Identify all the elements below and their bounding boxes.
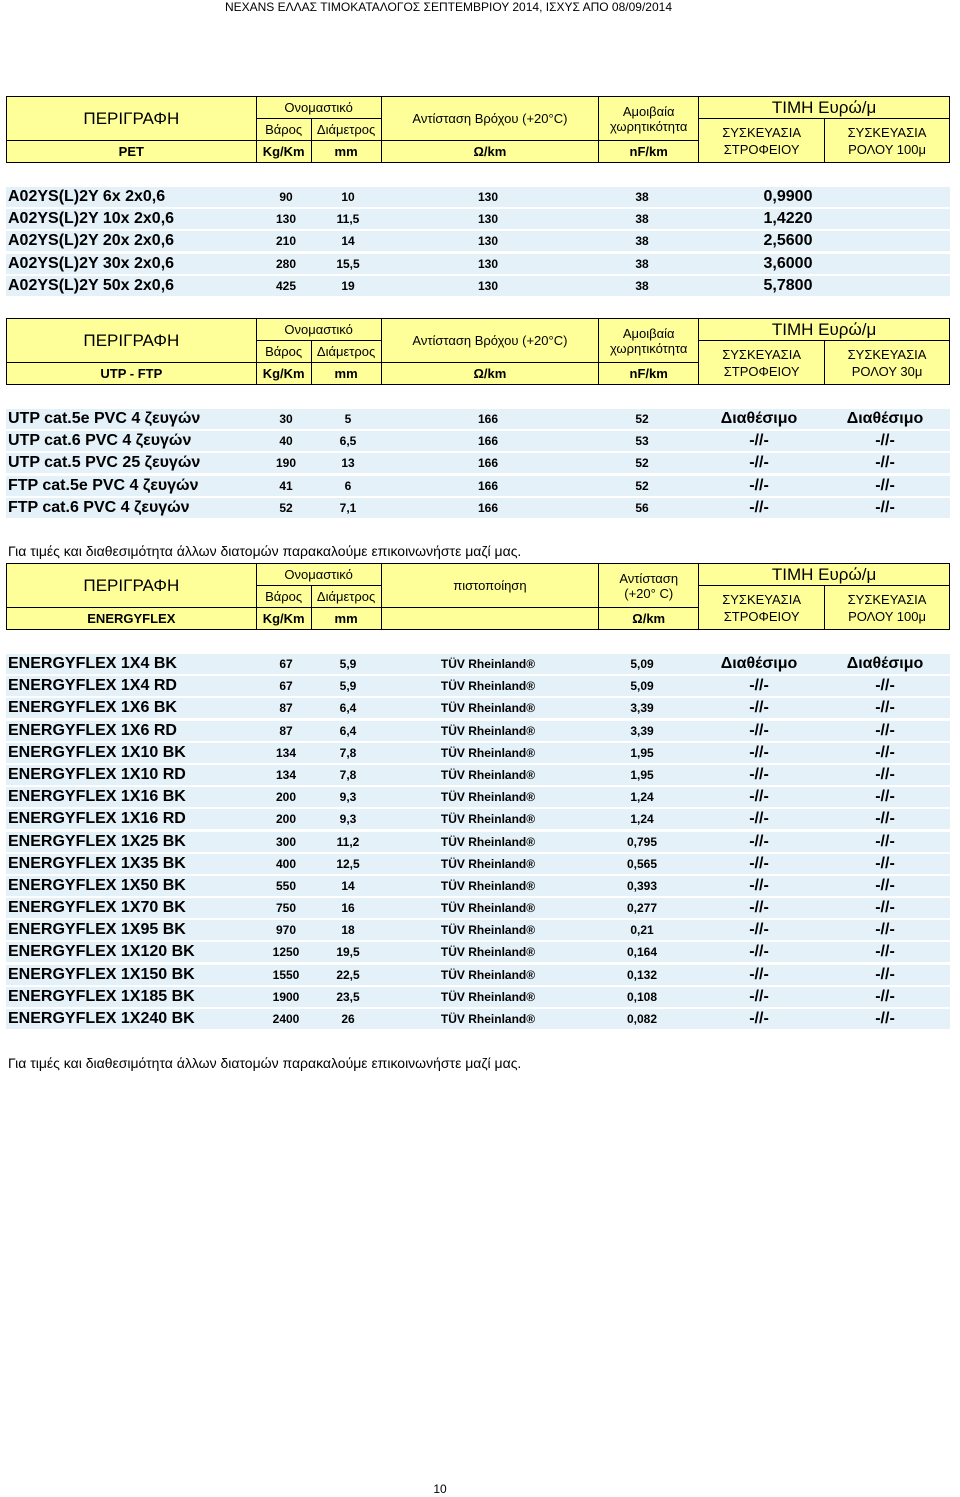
row-price-roll: Διαθέσιμο: [846, 410, 924, 427]
row-certification: TÜV Rheinland®: [440, 767, 536, 782]
unit-weight: Kg/Km: [256, 363, 311, 385]
row-capacitance: 38: [635, 278, 649, 293]
row-description: UTP cat.5e PVC 4 ζευγών: [8, 410, 201, 427]
row-description: FTP cat.5e PVC 4 ζευγών: [8, 476, 199, 494]
row-resistance: 1,24: [630, 812, 654, 827]
row-resistance: 166: [477, 412, 499, 426]
row-weight: 1900: [272, 989, 300, 1004]
row-resistance: 130: [477, 234, 499, 249]
row-price-spool: -//-: [749, 476, 769, 494]
row-weight: 40: [279, 434, 293, 449]
row-resistance: 0,21: [630, 923, 654, 938]
row-price-spool: -//-: [749, 876, 769, 894]
row-weight: 30: [279, 412, 293, 426]
row-diameter: 23,5: [336, 989, 360, 1004]
row-capacitance: 52: [635, 412, 649, 426]
row-resistance: 166: [477, 500, 499, 515]
row-price-spool: -//-: [749, 832, 769, 850]
table-row: [6, 987, 950, 1007]
row-price-spool: -//-: [749, 765, 769, 783]
row-description: ENERGYFLEX 1X10 RD: [8, 765, 186, 783]
table-row: [6, 787, 950, 807]
table-row: [6, 743, 950, 763]
table3-header: [6, 563, 950, 630]
unit-weight: Kg/Km: [256, 141, 311, 163]
row-capacitance: 56: [635, 500, 649, 515]
table1-header: [6, 96, 950, 163]
row-description: ENERGYFLEX 1X150 BK: [8, 965, 195, 983]
row-price-roll: -//-: [875, 498, 895, 516]
row-diameter: 6,5: [339, 434, 357, 449]
row-weight: 52: [279, 500, 293, 515]
row-weight: 1250: [272, 945, 300, 960]
row-weight: 280: [275, 256, 297, 271]
row-diameter: 26: [341, 1012, 355, 1026]
row-description: ENERGYFLEX 1X25 BK: [8, 832, 186, 850]
table-row: [6, 920, 950, 940]
row-resistance: 3,39: [630, 723, 654, 738]
row-description: ENERGYFLEX 1X16 BK: [8, 788, 186, 806]
table-row: [6, 898, 950, 918]
row-description: UTP cat.5 PVC 25 ζευγών: [8, 454, 201, 472]
row-price-roll: -//-: [875, 788, 895, 806]
row-price-spool: -//-: [749, 921, 769, 939]
row-description: A02YS(L)2Y 50x 2x0,6: [8, 276, 175, 294]
unit-capacitance: nF/km: [599, 141, 699, 163]
row-diameter: 9,3: [339, 812, 357, 827]
row-weight: 87: [279, 723, 293, 738]
row-resistance: 166: [477, 456, 499, 471]
row-weight: 67: [279, 657, 293, 671]
row-resistance: 166: [477, 434, 499, 449]
row-price-spool: -//-: [749, 454, 769, 472]
table-row: [6, 721, 950, 741]
row-price-spool: -//-: [749, 1010, 769, 1027]
row-resistance: 0,164: [626, 945, 658, 960]
row-price-spool: -//-: [749, 965, 769, 983]
row-description: A02YS(L)2Y 10x 2x0,6: [8, 210, 175, 228]
table-row: [6, 654, 950, 674]
row-description: ENERGYFLEX 1X240 BK: [8, 1010, 195, 1027]
row-certification: TÜV Rheinland®: [440, 945, 536, 960]
header-diameter: Διάμετρος: [311, 586, 381, 608]
row-diameter: 11,2: [336, 834, 360, 849]
row-price-roll: -//-: [875, 832, 895, 850]
row-diameter: 16: [341, 901, 355, 916]
row-weight: 130: [275, 212, 297, 227]
row-description: A02YS(L)2Y 30x 2x0,6: [8, 254, 175, 272]
table3-rows: [6, 654, 950, 1031]
row-certification: TÜV Rheinland®: [440, 878, 536, 893]
row-certification: TÜV Rheinland®: [440, 834, 536, 849]
row-price-spool: -//-: [749, 899, 769, 917]
row-price-roll: Διαθέσιμο: [846, 655, 924, 672]
row-diameter: 14: [341, 234, 355, 249]
row-diameter: 14: [341, 878, 355, 893]
table-row: [6, 209, 950, 229]
row-weight: 750: [275, 901, 297, 916]
row-price-roll: -//-: [875, 810, 895, 828]
row-certification: TÜV Rheinland®: [440, 856, 536, 871]
header-description: ΠΕΡΙΓΡΑΦΗ: [7, 564, 257, 608]
header-category: PET: [7, 141, 257, 163]
header-pack-roll: ΣΥΣΚΕΥΑΣΙΑ ΡΟΛΟΥ 100μ: [825, 586, 950, 630]
row-description: ENERGYFLEX 1X95 BK: [8, 921, 186, 939]
row-weight: 400: [275, 856, 297, 871]
row-diameter: 6: [344, 478, 352, 493]
row-description: ENERGYFLEX 1X70 BK: [8, 899, 186, 917]
row-weight: 425: [275, 278, 297, 293]
header-diameter: Διάμετρος: [311, 341, 381, 363]
header-diameter: Διάμετρος: [311, 119, 381, 141]
row-resistance: 0,082: [626, 1012, 658, 1026]
unit-diameter: mm: [311, 363, 381, 385]
row-capacitance: 38: [635, 212, 649, 227]
availability-note: Για τιμές και διαθεσιμότητα άλλων διατομών παρακαλούμε επικοινωνήστε μαζί μας.: [8, 543, 522, 559]
row-price: 3,6000: [763, 254, 813, 272]
header-description: ΠΕΡΙΓΡΑΦΗ: [7, 319, 257, 363]
row-weight: 87: [279, 701, 293, 716]
table-row: [6, 409, 950, 429]
table-row: [6, 832, 950, 852]
header-nominal: Ονομαστικό: [256, 97, 381, 119]
table-row: [6, 854, 950, 874]
row-certification: TÜV Rheinland®: [440, 812, 536, 827]
row-resistance: 1,24: [630, 790, 654, 805]
row-diameter: 12,5: [336, 856, 360, 871]
row-certification: TÜV Rheinland®: [440, 701, 536, 716]
row-diameter: 9,3: [339, 790, 357, 805]
row-capacitance: 38: [635, 190, 649, 204]
row-diameter: 19,5: [336, 945, 360, 960]
row-price-roll: -//-: [875, 765, 895, 783]
header-weight: Βάρος: [256, 119, 311, 141]
header-price: ΤΙΜΗ Ευρώ/μ: [699, 97, 950, 119]
row-price-spool: -//-: [749, 432, 769, 450]
row-diameter: 5,9: [339, 679, 357, 694]
unit-loop-resistance: Ω/km: [381, 141, 599, 163]
unit-loop-resistance: Ω/km: [381, 363, 599, 385]
row-price-spool: -//-: [749, 498, 769, 516]
row-price-spool: Διαθέσιμο: [720, 410, 798, 427]
row-weight: 2400: [272, 1012, 300, 1026]
row-diameter: 7,8: [339, 767, 357, 782]
page-number: 10: [433, 1482, 447, 1496]
row-diameter: 19: [341, 278, 355, 293]
row-weight: 970: [275, 923, 297, 938]
table1-rows: [6, 187, 950, 298]
page-header: [0, 0, 960, 14]
table-row: [6, 698, 950, 718]
table-row: [6, 942, 950, 962]
row-certification: TÜV Rheinland®: [440, 790, 536, 805]
row-certification: TÜV Rheinland®: [440, 923, 536, 938]
row-resistance: 3,39: [630, 701, 654, 716]
row-weight: 210: [275, 234, 297, 249]
header-price: ΤΙΜΗ Ευρώ/μ: [699, 319, 950, 341]
table-row: [6, 254, 950, 274]
row-diameter: 11,5: [336, 212, 360, 227]
header-pack-roll: ΣΥΣΚΕΥΑΣΙΑ ΡΟΛΟΥ 100μ: [825, 119, 950, 163]
table-row: [6, 476, 950, 496]
row-description: A02YS(L)2Y 6x 2x0,6: [8, 188, 166, 205]
row-price-roll: -//-: [875, 876, 895, 894]
row-description: ENERGYFLEX 1X16 RD: [8, 810, 186, 828]
row-diameter: 5,9: [339, 657, 357, 671]
table-row: [6, 187, 950, 207]
row-certification: TÜV Rheinland®: [440, 679, 536, 694]
unit-certification: [381, 608, 599, 630]
row-diameter: 7,8: [339, 745, 357, 760]
header-weight: Βάρος: [256, 341, 311, 363]
row-description: ENERGYFLEX 1X4 RD: [8, 677, 177, 695]
row-price-roll: -//-: [875, 854, 895, 872]
row-description: ENERGYFLEX 1X35 BK: [8, 854, 186, 872]
row-resistance: 1,95: [630, 767, 654, 782]
row-price-roll: -//-: [875, 454, 895, 472]
table-row: [6, 498, 950, 518]
row-price-roll: -//-: [875, 721, 895, 739]
unit-resistance: Ω/km: [599, 608, 699, 630]
row-weight: 134: [275, 745, 297, 760]
row-weight: 134: [275, 767, 297, 782]
row-certification: TÜV Rheinland®: [440, 657, 536, 671]
row-certification: TÜV Rheinland®: [440, 901, 536, 916]
page-header-text: NEXANS ΕΛΛΑΣ ΤΙΜΟΚΑΤΑΛΟΓΟΣ ΣΕΠΤΕΜΒΡΙΟΥ 2014, ΙΣΧΥΣ ΑΠΟ 08/09/2014: [224, 0, 672, 14]
row-resistance: 0,277: [626, 901, 658, 916]
row-weight: 190: [275, 456, 297, 471]
row-diameter: 18: [341, 923, 355, 938]
row-price-roll: -//-: [875, 987, 895, 1005]
row-price: 2,5600: [763, 232, 813, 250]
row-capacitance: 38: [635, 256, 649, 271]
row-capacitance: 53: [635, 434, 649, 449]
header-nominal: Ονομαστικό: [256, 564, 381, 586]
row-weight: 41: [279, 478, 293, 493]
row-resistance: 0,132: [626, 967, 658, 982]
row-description: ENERGYFLEX 1X50 BK: [8, 876, 186, 894]
header-pack-spool: ΣΥΣΚΕΥΑΣΙΑ ΣΤΡΟΦΕΙΟΥ: [699, 119, 825, 163]
unit-capacitance: nF/km: [599, 363, 699, 385]
row-diameter: 13: [341, 456, 355, 471]
row-diameter: 22,5: [336, 967, 360, 982]
header-description: ΠΕΡΙΓΡΑΦΗ: [7, 97, 257, 141]
table-row: [6, 876, 950, 896]
row-resistance: 130: [477, 256, 499, 271]
row-certification: TÜV Rheinland®: [440, 967, 536, 982]
row-description: ENERGYFLEX 1X4 BK: [8, 655, 177, 672]
header-pack-spool: ΣΥΣΚΕΥΑΣΙΑ ΣΤΡΟΦΕΙΟΥ: [699, 586, 825, 630]
row-resistance: 0,393: [626, 878, 658, 893]
row-diameter: 10: [341, 190, 355, 204]
table-row: [6, 809, 950, 829]
row-description: ENERGYFLEX 1X120 BK: [8, 943, 195, 961]
row-diameter: 15,5: [336, 256, 360, 271]
row-resistance: 130: [477, 190, 499, 204]
header-category: UTP - FTP: [7, 363, 257, 385]
table-row: [6, 276, 950, 296]
unit-diameter: mm: [311, 141, 381, 163]
row-weight: 200: [275, 790, 297, 805]
header-category: ENERGYFLEX: [7, 608, 257, 630]
header-capacitance: Αμοιβαία χωρητικότητα: [599, 97, 699, 141]
row-price-spool: -//-: [749, 854, 769, 872]
table2-header: [6, 318, 950, 385]
row-price-roll: -//-: [875, 476, 895, 494]
row-weight: 200: [275, 812, 297, 827]
row-resistance: 166: [477, 478, 499, 493]
row-price-spool: -//-: [749, 788, 769, 806]
table-row: [6, 965, 950, 985]
row-price-spool: -//-: [749, 721, 769, 739]
row-capacitance: 52: [635, 478, 649, 493]
header-price: ΤΙΜΗ Ευρώ/μ: [699, 564, 950, 586]
row-price-roll: -//-: [875, 899, 895, 917]
row-diameter: 6,4: [339, 723, 357, 738]
row-price-roll: -//-: [875, 699, 895, 717]
header-capacitance: Αμοιβαία χωρητικότητα: [599, 319, 699, 363]
row-weight: 1550: [272, 967, 300, 982]
header-weight: Βάρος: [256, 586, 311, 608]
table-row: [6, 765, 950, 785]
row-description: ENERGYFLEX 1X6 RD: [8, 721, 177, 739]
row-capacitance: 38: [635, 234, 649, 249]
row-price-spool: -//-: [749, 677, 769, 695]
row-resistance: 130: [477, 212, 499, 227]
row-description: UTP cat.6 PVC 4 ζευγών: [8, 432, 192, 450]
row-description: ENERGYFLEX 1X10 BK: [8, 743, 186, 761]
unit-diameter: mm: [311, 608, 381, 630]
header-loop-resistance: Αντίσταση Βρόχου (+20°C): [381, 319, 599, 363]
row-resistance: 5,09: [630, 679, 654, 694]
row-price-spool: -//-: [749, 943, 769, 961]
row-diameter: 6,4: [339, 701, 357, 716]
row-price-spool: -//-: [749, 987, 769, 1005]
header-certification: πιστοποίηση: [381, 564, 599, 608]
table-row: [6, 453, 950, 473]
row-resistance: 0,565: [626, 856, 658, 871]
row-diameter: 7,1: [339, 500, 357, 515]
row-price-roll: -//-: [875, 677, 895, 695]
row-price-spool: Διαθέσιμο: [720, 655, 798, 672]
availability-note: Για τιμές και διαθεσιμότητα άλλων διατομών παρακαλούμε επικοινωνήστε μαζί μας.: [8, 1055, 522, 1071]
row-certification: TÜV Rheinland®: [440, 723, 536, 738]
row-resistance: 1,95: [630, 745, 654, 760]
row-price: 0,9900: [763, 188, 813, 205]
row-description: ENERGYFLEX 1X6 BK: [8, 699, 177, 717]
row-certification: TÜV Rheinland®: [440, 989, 536, 1004]
table2-rows: [6, 409, 950, 520]
row-price-roll: -//-: [875, 743, 895, 761]
row-resistance: 5,09: [630, 657, 654, 671]
row-certification: TÜV Rheinland®: [440, 745, 536, 760]
table-row: [6, 676, 950, 696]
row-price-spool: -//-: [749, 810, 769, 828]
row-description: FTP cat.6 PVC 4 ζευγών: [8, 498, 190, 516]
row-price-roll: -//-: [875, 943, 895, 961]
row-weight: 90: [279, 190, 293, 204]
row-certification: TÜV Rheinland®: [440, 1012, 536, 1026]
row-price-spool: -//-: [749, 743, 769, 761]
table-row: [6, 1009, 950, 1029]
row-price-spool: -//-: [749, 699, 769, 717]
row-price: 5,7800: [763, 276, 813, 294]
row-description: ENERGYFLEX 1X185 BK: [8, 987, 195, 1005]
row-weight: 300: [275, 834, 297, 849]
row-weight: 550: [275, 878, 297, 893]
row-description: A02YS(L)2Y 20x 2x0,6: [8, 232, 175, 250]
row-weight: 67: [279, 679, 293, 694]
row-price: 1,4220: [763, 210, 813, 228]
header-resistance: Αντίσταση (+20° C): [599, 564, 699, 608]
row-capacitance: 52: [635, 456, 649, 471]
row-diameter: 5: [344, 412, 352, 426]
row-price-roll: -//-: [875, 1010, 895, 1027]
row-price-roll: -//-: [875, 921, 895, 939]
table-row: [6, 431, 950, 451]
header-nominal: Ονομαστικό: [256, 319, 381, 341]
row-resistance: 130: [477, 278, 499, 293]
row-price-roll: -//-: [875, 965, 895, 983]
row-resistance: 0,795: [626, 834, 658, 849]
table-row: [6, 231, 950, 251]
header-loop-resistance: Αντίσταση Βρόχου (+20°C): [381, 97, 599, 141]
row-price-roll: -//-: [875, 432, 895, 450]
header-pack-roll: ΣΥΣΚΕΥΑΣΙΑ ΡΟΛΟΥ 30μ: [825, 341, 950, 385]
header-pack-spool: ΣΥΣΚΕΥΑΣΙΑ ΣΤΡΟΦΕΙΟΥ: [699, 341, 825, 385]
row-resistance: 0,108: [626, 989, 658, 1004]
unit-weight: Kg/Km: [256, 608, 311, 630]
